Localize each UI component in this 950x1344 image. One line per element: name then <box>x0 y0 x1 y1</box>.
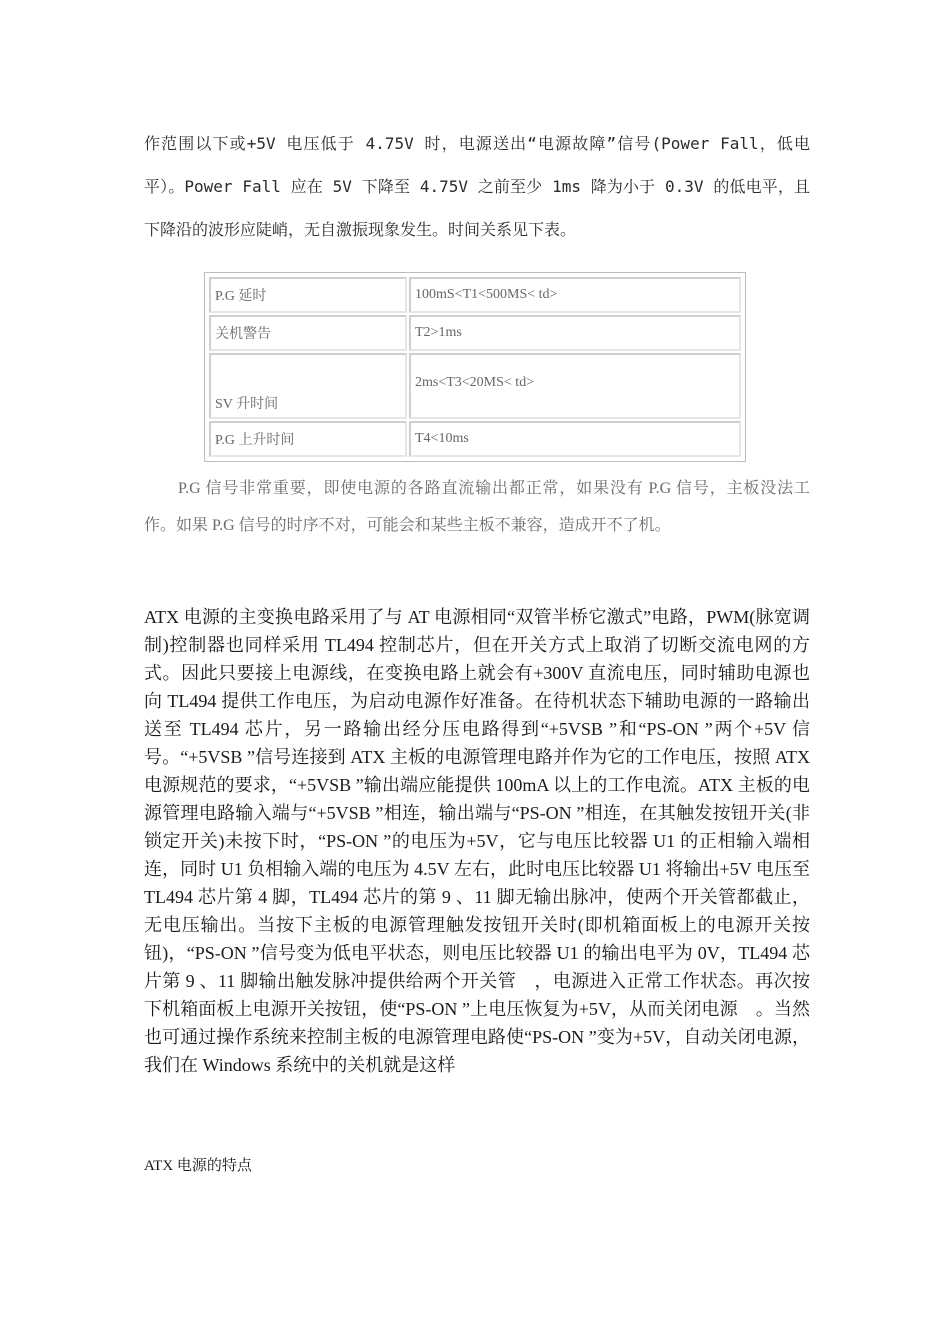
timing-table <box>207 275 743 459</box>
row-label: P.G 延时 <box>209 277 407 313</box>
row-value: T2>1ms <box>409 315 741 351</box>
intro-paragraph-block <box>144 122 810 251</box>
pg-paragraph-block <box>144 470 810 544</box>
table-row <box>209 277 741 313</box>
timing-table-frame <box>204 272 746 462</box>
table-row <box>209 353 741 419</box>
row-label: P.G 上升时间 <box>209 421 407 457</box>
row-value: T4<10ms <box>409 421 741 457</box>
pg-paragraph: P.G 信号非常重要，即使电源的各路直流输出都正常，如果没有 P.G 信号，主板没法工作。如果 P.G 信号的时序不对，可能会和某些主板不兼容，造成开不了机。 <box>144 480 810 534</box>
row-value: 100mS<T1<500MS< td> <box>409 277 741 313</box>
intro-paragraph: 作范围以下或+5V 电压低于 4.75V 时，电源送出“电源故障”信号(Power Fall，低电平）。Power Fall 应在 5V 下降至 4.75V 之前至少 1ms 降为小于 0.3V 的低电平，且下降沿的波形应陡峭，无自激振现象发生。时间关系见下表。 <box>144 134 810 239</box>
table-row <box>209 315 741 351</box>
row-value: 2ms<T3<20MS< td> <box>409 353 741 419</box>
table-row <box>209 421 741 457</box>
atx-paragraph-block <box>144 603 810 1079</box>
atx-paragraph: ATX 电源的主变换电路采用了与 AT 电源相同“双管半桥它激式”电路，PWM(脉宽调制)控制器也同样采用 TL494 控制芯片，但在开关方式上取消了切断交流电网的方式。因此只要接上电源线，在变换电路上就会有+300V 直流电压，同时辅助电源也向 TL494 提供工作电压，为启动电源作好准备。在待机状态下辅助电源的一路输出送至 TL494 芯片，另一路输出经分压电路得到“+5VSB ”和“PS-ON ”两个+5V 信号。“+5VSB ”信号连接到 ATX 主板的电源管理电路并作为它的工作电压，按照 ATX 电源规范的要求，“+5VSB ”输出端应能提供 100mA 以上的工作电流。ATX 主板的电源管理电路输入端与“+5VSB ”相连，输出端与“PS-ON ”相连，在其触发按钮开关(非锁定开关)未按下时，“PS-ON ”的电压为+5V，它与电压比较器 U1 的正相输入端相连，同时 U1 负相输入端的电压为 4.5V 左右，此时电压比较器 U1 将输出+5V 电压至 TL494 芯片第 4 脚，TL494 芯片的第 9 、11 脚无输出脉冲，使两个开关管都截止，无电压输出。当按下主板的电源管理触发按钮开关时(即机箱面板上的电源开关按钮)，“PS-ON ”信号变为低电平状态，则电压比较器 U1 的输出电平为 0V，TL494 芯片第 9 、11 脚输出触发脉冲提供给两个开关管 ，电源进入正常工作状态。再次按下机箱面板上电源开关按钮，使“PS-ON ”上电压恢复为+5V，从而关闭电源 。当然也可通过操作系统来控制主板的电源管理电路使“PS-ON ”变为+5V，自动关闭电源，我们在 Windows 系统中的关机就是这样 <box>144 607 810 1075</box>
section-heading: ATX 电源的特点 <box>144 1158 252 1174</box>
row-label: SV 升时间 <box>209 353 407 419</box>
row-label: 关机警告 <box>209 315 407 351</box>
